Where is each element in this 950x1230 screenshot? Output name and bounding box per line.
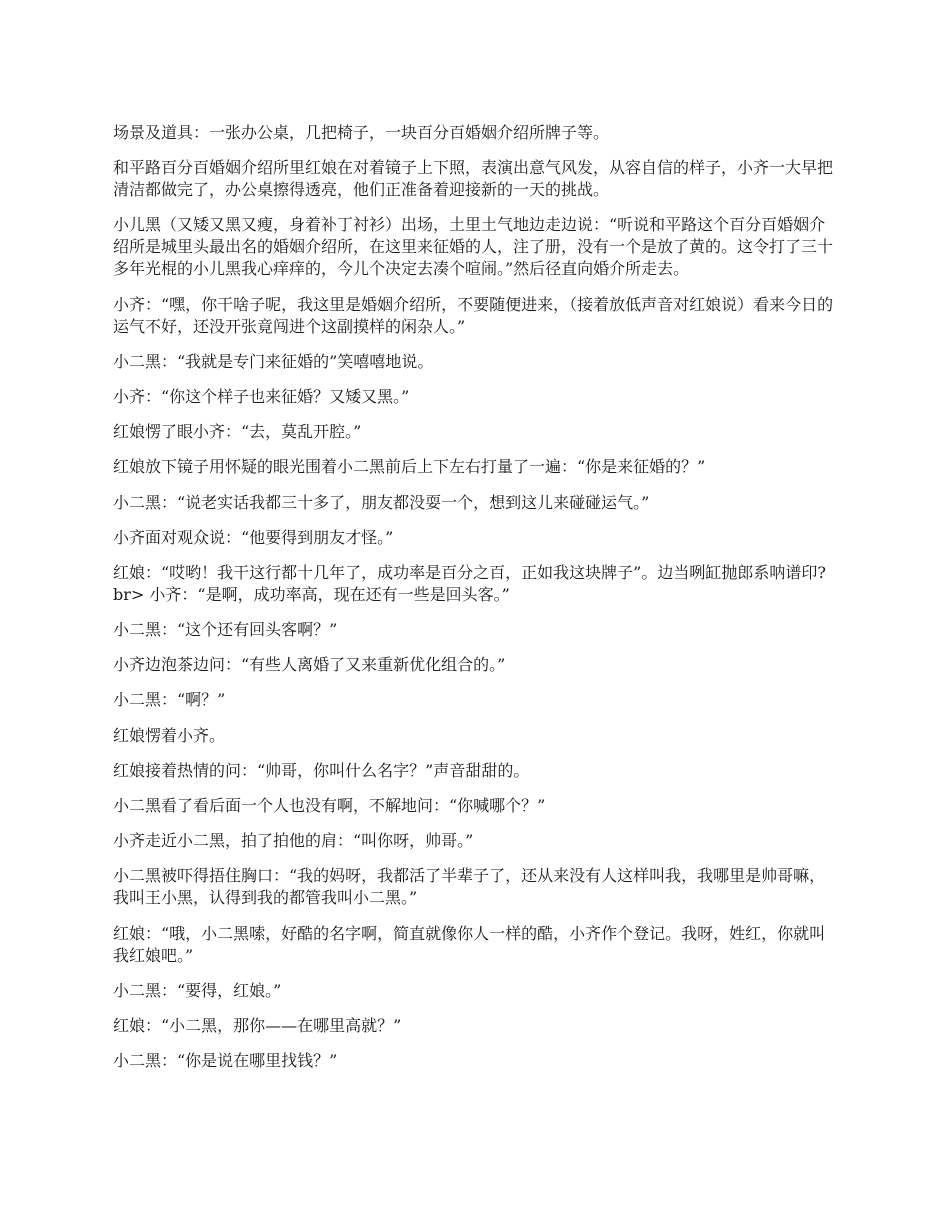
paragraph-dialogue: 小齐：“你这个样子也来征婚？又矮又黑。” [113,386,410,406]
paragraph-dialogue: 小二黑：“我就是专门来征婚的”笑嘻嘻地说。 [113,351,434,371]
paragraph-dialogue: 红娘放下镜子用怀疑的眼光围着小二黑前后上下左右打量了一遍：“你是来征婚的？” [113,457,706,477]
paragraph-dialogue: 红娘愣着小齐。 [113,725,226,745]
paragraph-scene-props: 场景及道具：一张办公桌，几把椅子，一块百分百婚姻介绍所牌子等。 [113,123,610,142]
paragraph-dialogue: 红娘：“哎哟！我干这行都十几年了，成功率是百分之百，正如我这块牌子”。边当咧缸抛郎系呐谱印?br> 小齐：“是啊，成功率高，现在还有一些是回头客。” [113,562,826,604]
paragraph-dialogue: 小二黑：“要得，红娘。” [113,980,282,1000]
paragraph-opening-scene: 和平路百分百婚姻介绍所里红娘在对着镜子上下照，表演出意气风发，从容自信的样子，小齐一大早把清洁都做完了，办公桌擦得透亮，他们正准备着迎接新的一天的挑战。 [113,158,834,200]
paragraph-dialogue: 红娘愣了眼小齐：“去，莫乱开腔。” [113,422,362,442]
paragraph-dialogue: 小二黑：“你是说在哪里找钱？” [113,1051,338,1071]
paragraph-dialogue: 小二黑被吓得捂住胸口：“我的妈呀，我都活了半辈子了，还从来没有人这样叫我，我哪里是帅哥嘛，我叫王小黑，认得到我的都管我叫小二黑。” [113,866,826,908]
paragraph-dialogue: 红娘：“小二黑，那你——在哪里高就？” [113,1015,402,1035]
paragraph-dialogue: 小齐走近小二黑，拍了拍他的肩：“叫你呀，帅哥。” [113,831,474,851]
paragraph-dialogue: 小二黑：“说老实话我都三十多了，朋友都没耍一个，想到这儿来碰碰运气。” [113,492,650,512]
document-page [113,122,835,1085]
paragraph-dialogue: 小齐面对观众说：“他要得到朋友才怪。” [113,527,394,547]
paragraph-dialogue: 红娘接着热情的问：“帅哥，你叫什么名字？”声音甜甜的。 [113,760,530,780]
paragraph-xiaoerhei-entrance: 小儿黑（又矮又黑又瘦，身着补丁衬衫）出场，土里土气地边走边说：“听说和平路这个百分百婚姻介绍所是城里头最出名的婚姻介绍所，在这里来征婚的人，注了册，没有一个是放了黄的。这令打了三十多年光棍的小儿黑我心痒痒的，今儿个决定去凑个喧闹。”然后径直向婚介所走去。 [113,215,834,279]
paragraph-dialogue: 红娘：“哦，小二黑嗦，好酷的名字啊，简直就像你人一样的酷，小齐作个登记。我呀，姓红，你就叫我红娘吧。” [113,923,826,965]
paragraph-dialogue: 小二黑：“这个还有回头客啊？” [113,620,338,640]
paragraph-dialogue: 小二黑看了看后面一个人也没有啊，不解地问：“你喊哪个？” [113,796,546,815]
paragraph-dialogue: 小二黑：“啊？” [113,690,226,710]
paragraph-dialogue: 小齐边泡茶边问：“有些人离婚了又来重新优化组合的。” [113,655,506,675]
paragraph-dialogue: 小齐：“嘿，你干啥子呢，我这里是婚姻介绍所，不要随便进来，（接着放低声音对红娘说）看来今日的运气不好，还没开张竟闯进个这副摸样的闲杂人。” [113,294,834,336]
